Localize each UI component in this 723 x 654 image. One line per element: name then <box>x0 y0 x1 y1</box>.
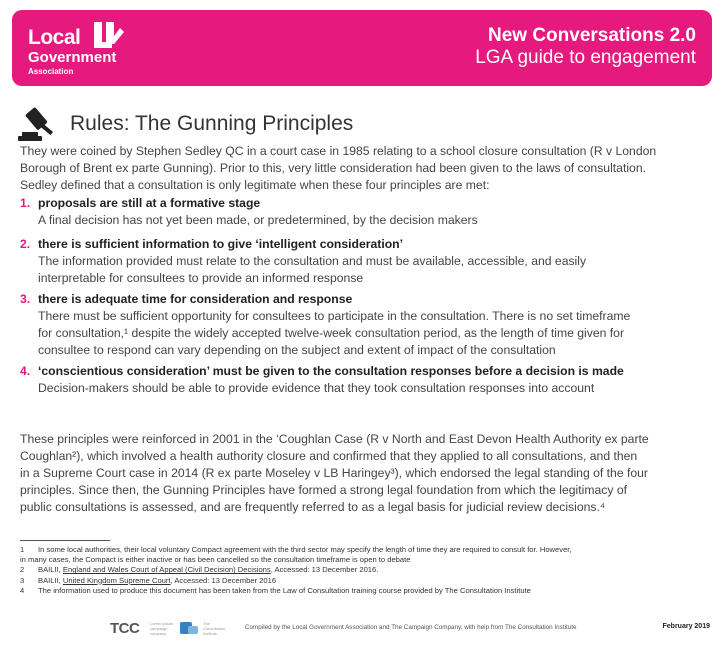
footnote-2 <box>20 565 710 575</box>
footer-credits: Compiled by the Local Government Association and The Campaign Company, with help from The Consultation Institute <box>245 624 577 631</box>
intro-line: Borough of Brent ex parte Gunning). Prior to this, very little consideration had been given to the laws of consultation. <box>20 161 646 175</box>
footnotes <box>20 545 710 596</box>
tcc-logo-subtext: Lorem ipsum campaign company <box>150 621 174 636</box>
principle-heading: proposals are still at a formative stage <box>38 196 261 210</box>
footer-date: February 2019 <box>662 623 710 630</box>
footnote-text: The information used to produce this document has been taken from the Law of Consultation training course provided by The Consultation Institute <box>38 585 531 595</box>
header-subtitle: LGA guide to engagement <box>475 47 696 68</box>
principle-number: 3. <box>20 292 31 306</box>
footnote-text: in many cases, the Compact is either inactive or has been cancelled so the consultation timeframe is open to debate <box>20 555 411 565</box>
logo-text-local: Local <box>28 26 81 49</box>
lga-logo <box>28 20 178 78</box>
principle-body-line: consultee to respond can vary depending on the subject and extent of impact of the consultation <box>38 343 556 357</box>
footnote-prefix: BAILII, <box>38 575 63 585</box>
principle-number: 2. <box>20 237 31 251</box>
section-title-row <box>14 106 704 146</box>
section-title: Rules: The Gunning Principles <box>70 112 354 135</box>
principle-body <box>38 308 708 359</box>
footnote-1 <box>20 545 710 555</box>
logo-text-government: Government <box>28 49 117 66</box>
principle-heading: there is sufficient information to give ‘intelligent consideration’ <box>38 237 403 251</box>
intro-line: They were coined by Stephen Sedley QC in a court case in 1985 relating to a school closure consultation (R v London <box>20 144 657 158</box>
footnote-suffix: , Accessed: 13 December 2016 <box>170 575 277 585</box>
footnote-text: In some local authorities, their local voluntary Compact agreement with the third sector may specify the length of time they are required to consult for. However, <box>38 545 572 554</box>
gavel-icon <box>16 106 60 146</box>
principle-number: 4. <box>20 364 31 378</box>
footnote-link[interactable]: United Kingdom Supreme Court <box>62 575 171 585</box>
header-title: New Conversations 2.0 <box>487 25 696 46</box>
footnote-prefix: BAILII, <box>38 565 63 575</box>
principle-number: 1. <box>20 196 31 210</box>
closing-line: Coughlan²), which involved a health authority closure and confirmed that they applied to all consultations, and then <box>20 449 638 463</box>
logo-text-association: Association <box>28 67 74 76</box>
closing-line: in a Supreme Court case in 2014 (R ex parte Moseley v LB Haringey³), which endorsed the legal standing of the four <box>20 466 648 480</box>
page-footer <box>110 618 710 644</box>
page-header <box>12 10 712 86</box>
consultation-institute-logo-icon <box>180 620 200 636</box>
footnote-number: 1 <box>20 545 25 554</box>
intro-line: Sedley defined that a consultation is only legitimate when these four principles are met: <box>20 178 490 192</box>
header-titles <box>475 25 696 69</box>
footnote-number: 4 <box>20 585 25 595</box>
footnote-divider <box>20 540 110 541</box>
principle-heading: there is adequate time for consideration and response <box>38 292 353 306</box>
principle-body <box>38 212 708 229</box>
principle-body-line: There must be sufficient opportunity for consultees to participate in the consultation. There is no set timeframe <box>38 309 631 323</box>
footnote-number: 2 <box>20 565 25 575</box>
principle-body-line: Decision-makers should be able to provide evidence that they took consultation responses into account <box>38 381 595 395</box>
closing-line: principles. Since then, the Gunning Principles have formed a strong legal foundation from which the legitimacy of <box>20 483 628 497</box>
principle-body <box>38 380 708 397</box>
footnote-1-continued <box>20 555 710 565</box>
principle-body <box>38 253 708 287</box>
footnote-3 <box>20 576 710 586</box>
principle-heading: ‘conscientious consideration’ must be given to the consultation responses before a decision is made <box>38 364 624 378</box>
closing-line: public consultations is assessed, and are frequently referred to as a legal basis for judicial review decisions.⁴ <box>20 500 606 514</box>
principle-body-line: for consultation,¹ despite the widely accepted twelve-week consultation period, as the length of time given for <box>38 326 625 340</box>
footnote-number: 3 <box>20 575 25 585</box>
principle-body-line: A final decision has not yet been made, or predetermined, by the decision makers <box>38 213 478 227</box>
lga-logo-mark-icon <box>88 20 124 50</box>
principle-body-line: The information provided must relate to the consultation and must be available, accessible, and easily <box>38 254 587 268</box>
consultation-institute-subtext: The Consultation Institute <box>203 621 226 636</box>
footnote-4 <box>20 586 710 596</box>
footnote-suffix: , Accessed: 13 December 2016. <box>270 565 379 575</box>
tcc-logo: TCC <box>110 620 140 637</box>
footnote-link[interactable]: England and Wales Court of Appeal (Civil Decision) Decisions <box>62 565 271 575</box>
intro-paragraph <box>20 143 708 194</box>
principle-body-line: interpretable for consultees to provide an informed response <box>38 271 364 285</box>
closing-line: These principles were reinforced in 2001 in the ‘Coughlan Case (R v North and East Devon Health Authority ex parte <box>20 432 649 446</box>
closing-paragraph <box>20 431 708 516</box>
